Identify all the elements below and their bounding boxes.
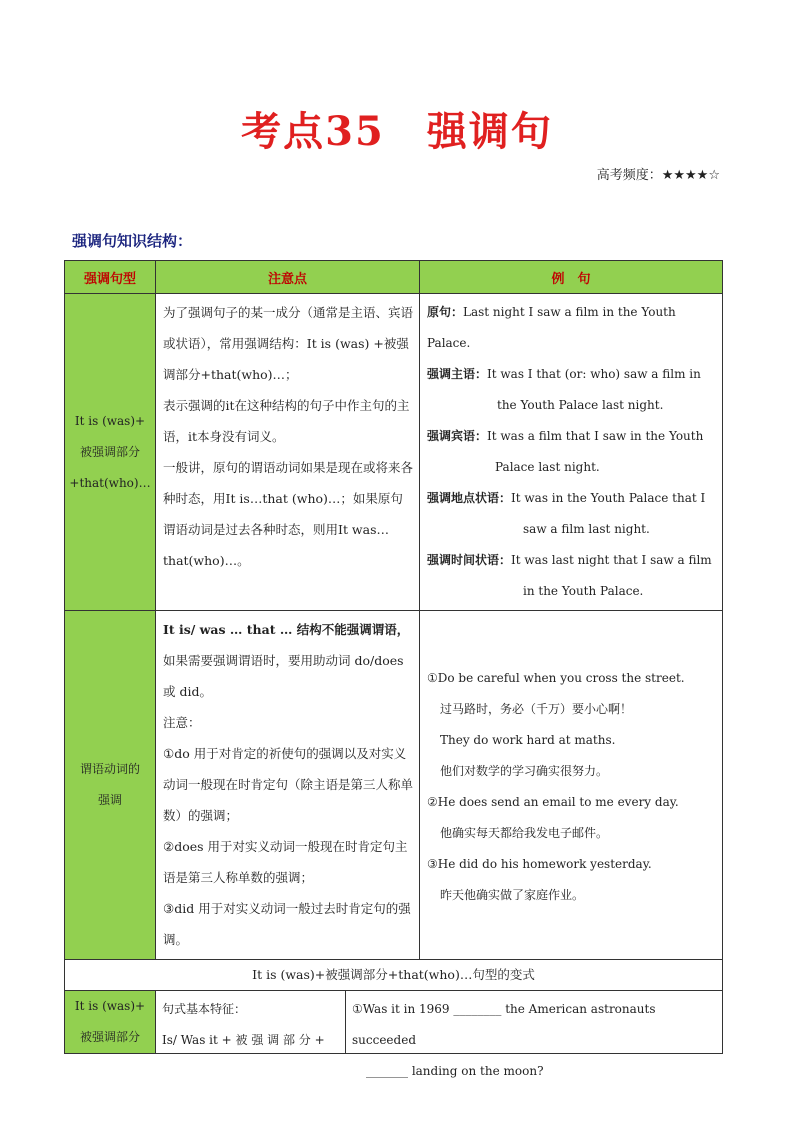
knowledge-table [64,260,723,1078]
note-paragraph: 一般讲，原句的谓语动词如果是现在或将来各种时态，用It is…that (who)…；如果原句谓语动词是过去各种时态，则用It was… that(who)…。 [163,460,414,568]
point-text: 用于对实义动词一般过去时肯定句的强调。 [163,901,411,947]
example-text: It was I that (or: who) saw a film in [487,367,701,381]
example-label: 原句： [427,305,464,319]
row4-example [346,991,722,1078]
row1-type [65,294,156,611]
note-text: 如果需要强调谓语时，要用助动词 do/does 或 did。 [163,653,404,699]
example-line [427,359,717,390]
example-line: saw a film last night. [523,522,650,536]
example-line [427,483,717,514]
example-line: 昨天他确实做了家庭作业。 [440,888,585,902]
row4-content [156,991,723,1078]
row4-type [65,991,156,1054]
point-text: 用于对实义动词一般现在时肯定句主语是第三人称单数的强调； [163,839,408,885]
header-type: 强调句型 [65,261,156,294]
note-point [163,831,413,893]
row2-examples [420,611,723,960]
type-line: 被强调部分 [79,444,140,459]
row1-notes [156,294,420,611]
header-notes: 注意点 [156,261,420,294]
example-line [427,545,717,576]
note-bold: It is/ was … that … 结构不能强调谓语， [163,622,410,637]
note-paragraph [163,614,413,707]
point-mark: ③did [163,901,195,916]
example-line: in the Youth Palace. [523,584,644,598]
feature-text: Is/ Was it + 被 强 调 部 分 + [162,1033,325,1047]
example-line [427,297,717,359]
note-paragraph: 为了强调句子的某一成分（通常是主语、宾语或状语），常用强调结构：It is (was) +被强调部分+that(who)…； [163,305,414,382]
example-line: _______ landing on the moon? [366,1064,544,1078]
type-line: It is (was)+ [74,413,146,428]
example-line: ①Was it in 1969 ________ the American astronauts succeeded [352,1002,656,1047]
example-line: They do work hard at maths. [440,733,616,747]
example-line: 他确实每天都给我发电子邮件。 [440,826,609,840]
header-examples: 例 句 [420,261,723,294]
example-line: ③He did do his homework yesterday. [427,857,652,871]
frequency-label: 高考频度： [596,168,662,183]
row2-type [65,611,156,960]
table-row [65,960,723,991]
example-line: Palace last night. [495,460,600,474]
example-line: the Youth Palace last night. [497,398,664,412]
variant-heading: It is (was)+被强调部分+that(who)…句型的变式 [65,960,723,991]
table-row [65,991,723,1054]
note-label: 注意： [163,715,201,730]
example-text: It was last night that I saw a film [511,553,712,567]
page-title: 考点35 强调句 [241,108,553,155]
note-paragraph: 表示强调的it在这种结构的句子中作主句的主语，it本身没有词义。 [163,398,410,444]
example-label: 强调主语： [427,367,488,381]
row1-examples [420,294,723,611]
type-line: +that(who)… [69,475,151,490]
example-text: Last night I saw a film in the Youth Palace. [427,305,676,350]
row2-notes [156,611,420,960]
star-rating-icon: ★★★★☆ [661,168,720,183]
example-label: 强调地点状语： [427,491,512,505]
example-line: 他们对数学的学习确实很努力。 [440,764,609,778]
row4-feature [156,991,346,1053]
table-row [65,294,723,611]
note-point [163,893,413,955]
example-text: It was a film that I saw in the Youth [487,429,704,443]
example-label: 强调时间状语： [427,553,512,567]
type-line: 被强调部分 [79,1030,140,1044]
table-header-row [65,261,723,294]
point-mark: ②does [163,839,204,854]
example-text: It was in the Youth Palace that I [511,491,706,505]
note-point [163,738,413,831]
type-line: It is (was)+ [74,999,146,1013]
type-line: 谓语动词的 [79,762,140,776]
example-line: ①Do be careful when you cross the street. [427,671,685,685]
frequency-rating [597,164,720,183]
section-title: 强调句知识结构： [72,232,193,250]
point-text: 用于对肯定的祈使句的强调以及对实义动词一般现在时肯定句（除主语是第三人称单数）的强调； [163,746,414,823]
table-row [65,611,723,960]
example-label: 强调宾语： [427,429,488,443]
example-line [427,421,717,452]
feature-label: 句式基本特征： [162,1002,247,1016]
example-line: ②He does send an email to me every day. [427,795,679,809]
type-line: 强调 [97,793,122,807]
example-line: 过马路时，务必（千万）要小心啊！ [440,702,633,716]
point-mark: ①do [163,746,190,761]
